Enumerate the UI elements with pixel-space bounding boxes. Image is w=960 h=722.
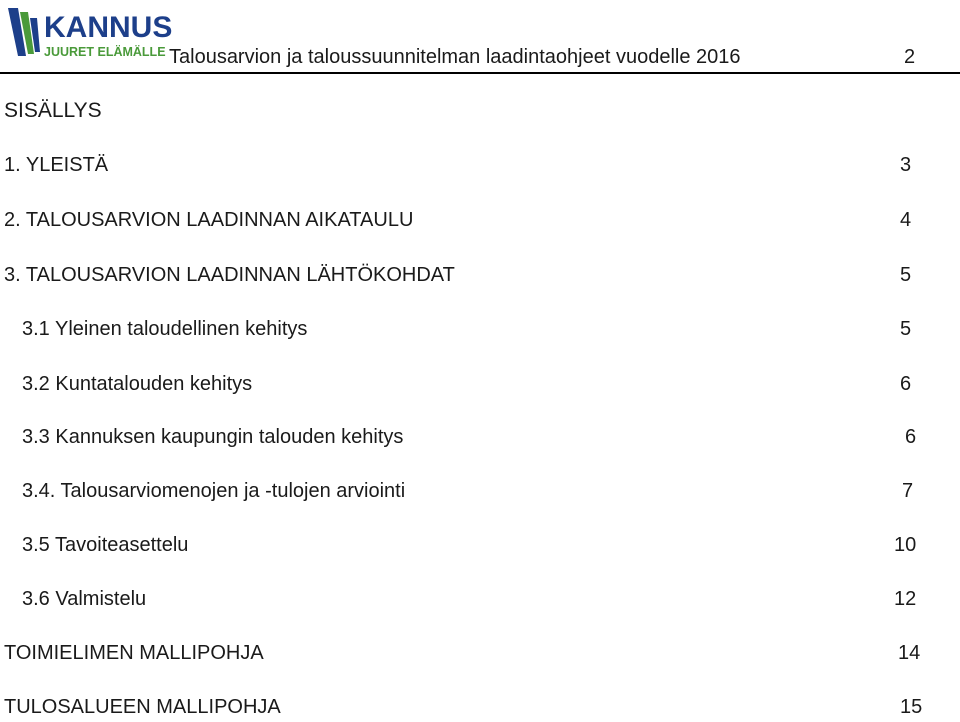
toc-entry-label: 3.1 Yleinen taloudellinen kehitys bbox=[22, 318, 308, 340]
toc-entry-toimielimen-mallipohja[interactable] bbox=[0, 642, 960, 668]
toc-entry-3-1[interactable] bbox=[0, 318, 960, 344]
toc-entry-page: 15 bbox=[900, 696, 923, 718]
toc-entry-page: 6 bbox=[900, 373, 912, 395]
toc-entry-label: 2. TALOUSARVION LAADINNAN AIKATAULU bbox=[4, 209, 414, 231]
toc-entry-page: 5 bbox=[900, 318, 912, 340]
toc-entry-3-2[interactable] bbox=[0, 373, 960, 399]
toc-entry-tulosalueen-mallipohja[interactable] bbox=[0, 696, 960, 722]
kannus-logo-mark bbox=[4, 4, 173, 66]
toc-entry-3-3[interactable] bbox=[0, 426, 960, 452]
toc-entry-label: 1. YLEISTÄ bbox=[4, 154, 109, 176]
toc-entry-page: 5 bbox=[900, 264, 912, 286]
toc-entry-label: TULOSALUEEN MALLIPOHJA bbox=[4, 696, 281, 718]
logo-text-main: KANNUS bbox=[44, 11, 173, 44]
toc-entry-3-4[interactable] bbox=[0, 480, 960, 506]
toc-entry-page: 7 bbox=[902, 480, 914, 502]
toc-entry-3-6[interactable] bbox=[0, 588, 960, 614]
toc-entry-label: TOIMIELIMEN MALLIPOHJA bbox=[4, 642, 264, 664]
toc-entry-label: 3.3 Kannuksen kaupungin talouden kehitys bbox=[22, 426, 404, 448]
toc-entry-1[interactable] bbox=[0, 154, 960, 180]
header-page-number: 2 bbox=[904, 46, 916, 68]
toc-entry-page: 6 bbox=[905, 426, 917, 448]
toc-entry-page: 3 bbox=[900, 154, 912, 176]
page-header bbox=[0, 0, 960, 76]
toc-entry-2[interactable] bbox=[0, 209, 960, 235]
toc-entry-3-5[interactable] bbox=[0, 534, 960, 560]
toc-entry-label: 3. TALOUSARVION LAADINNAN LÄHTÖKOHDAT bbox=[4, 264, 455, 286]
toc-entry-page: 12 bbox=[894, 588, 917, 610]
header-divider bbox=[0, 72, 960, 74]
toc-heading: SISÄLLYS bbox=[4, 99, 102, 122]
logo-text-sub: JUURET ELÄMÄLLE bbox=[44, 45, 166, 59]
toc-entry-3[interactable] bbox=[0, 264, 960, 290]
toc-entry-label: 3.2 Kuntatalouden kehitys bbox=[22, 373, 253, 395]
toc-entry-label: 3.4. Talousarviomenojen ja -tulojen arviointi bbox=[22, 480, 406, 502]
toc-entry-label: 3.5 Tavoiteasettelu bbox=[22, 534, 189, 556]
toc-entry-label: 3.6 Valmistelu bbox=[22, 588, 147, 610]
kannus-logo bbox=[4, 4, 173, 66]
toc-entry-page: 4 bbox=[900, 209, 912, 231]
document-title: Talousarvion ja taloussuunnitelman laadintaohjeet vuodelle 2016 bbox=[169, 46, 741, 68]
toc-entry-page: 10 bbox=[894, 534, 917, 556]
toc-entry-page: 14 bbox=[898, 642, 921, 664]
